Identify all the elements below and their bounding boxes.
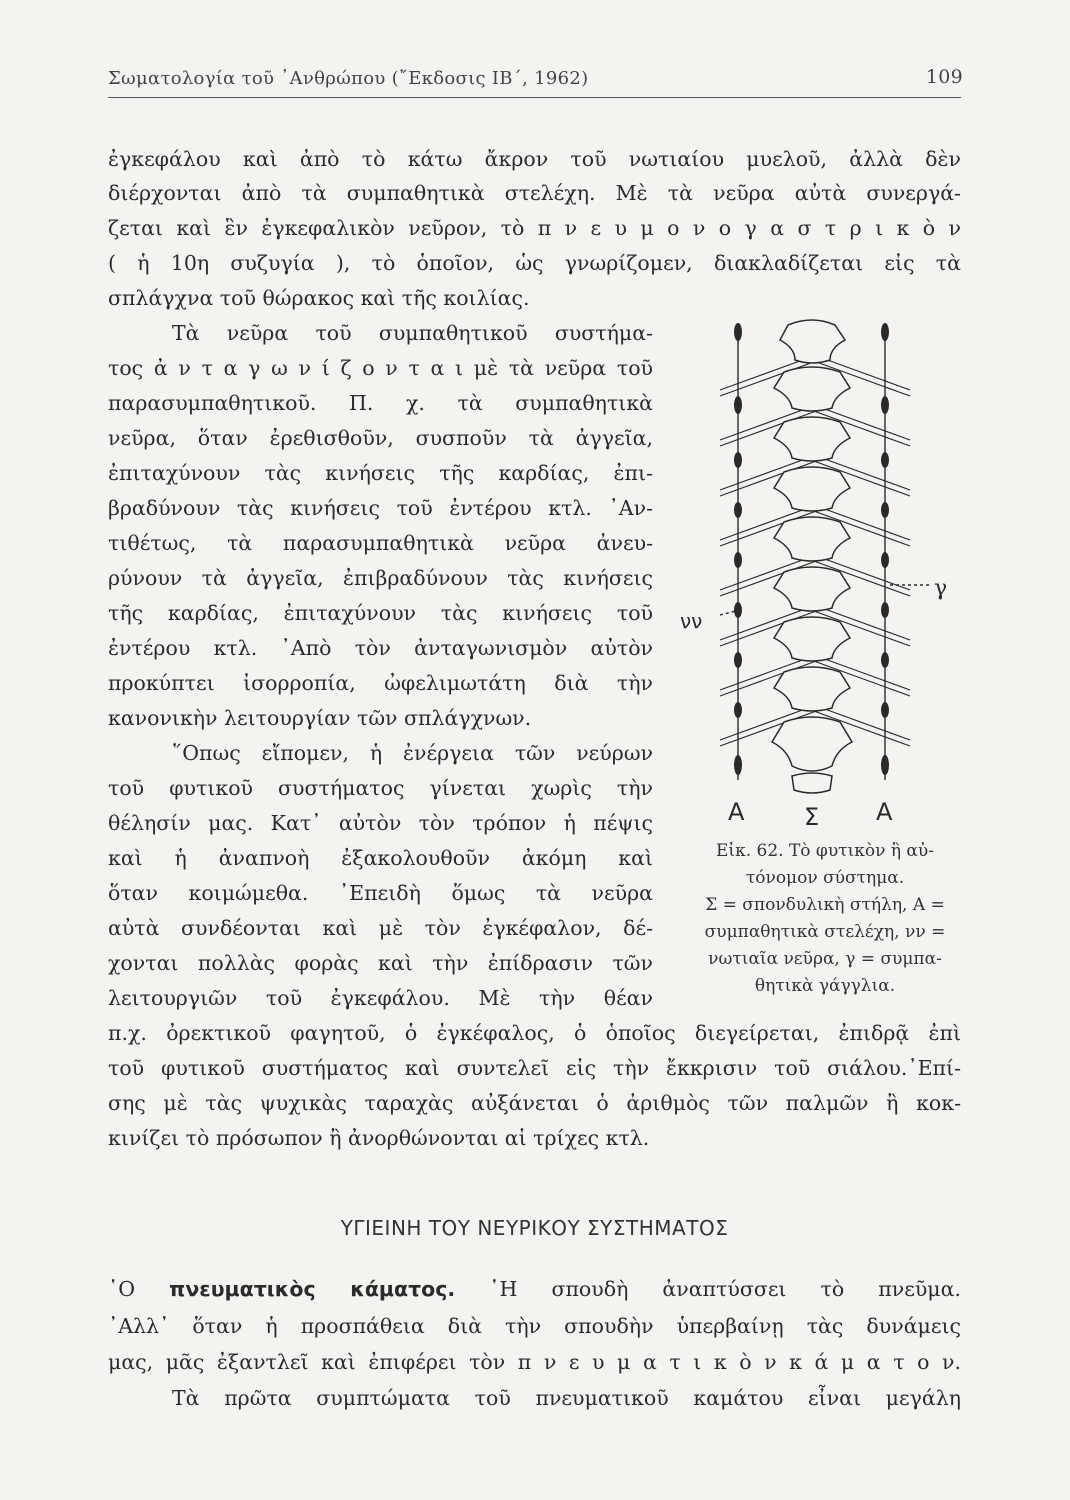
caption-line: τόνομον σύστημα. <box>745 868 905 888</box>
text-line: σης μὲ τὰς ψυχικὰς ταραχὰς αὐξάνεται ὁ ἀριθμὸς τῶν παλμῶν ἢ κοκ- <box>108 1091 961 1115</box>
text-line: κανονικὴν λειτουργίαν τῶν σπλάγχνων. <box>108 706 532 730</box>
label-gamma: γ <box>934 576 948 601</box>
label-A-right: Α <box>876 798 893 826</box>
text-line: ρύνουν τὰ ἀγγεῖα, ἐπιβραδύνουν τὰς κινήσεις <box>108 566 653 590</box>
text-line: τιθέτως, τὰ παρασυμπαθητικὰ νεῦρα ἀνευ- <box>108 531 653 555</box>
text-line: θέλησίν μας. Κατ᾿ αὐτὸν τὸν τρόπον ἡ πέψις <box>108 811 653 835</box>
page-number: 109 <box>925 66 963 88</box>
text-line: προκύπτει ἰσορροπία, ὠφελιμωτάτη διὰ τὴν <box>108 671 653 695</box>
vertebral-column <box>772 320 852 793</box>
text-line: αὐτὰ συνδέονται καὶ μὲ τὸν ἐγκέφαλον, δέ- <box>108 916 653 940</box>
label-nu-nu: νν <box>680 609 703 633</box>
caption-line: νωτιαῖα νεῦρα, γ = συμπα- <box>708 949 942 969</box>
caption-line: θητικὰ γάγγλια. <box>754 976 896 996</box>
section-line-rest: ῾Η σπουδὴ ἀναπτύσσει τὸ πνεῦμα. <box>489 1277 961 1301</box>
header-rule <box>108 97 961 98</box>
caption-line: Σ = σπονδυλικὴ στήλη, Α = <box>705 895 945 915</box>
text-line: τος ἀ ν τ α γ ω ν ί ζ ο ν τ α ι μὲ τὰ νεῦρα τοῦ <box>108 356 653 380</box>
text-line: βραδύνουν τὰς κινήσεις τοῦ ἐντέρου κτλ. ᾿Αν- <box>108 496 653 520</box>
text-line: ἐγκεφάλου καὶ ἀπὸ τὸ κάτω ἄκρον τοῦ νωτιαίου μυελοῦ, ἀλλὰ δὲν <box>108 147 961 171</box>
text-line: σπλάγχνα τοῦ θώρακος καὶ τῆς κοιλίας. <box>108 286 530 310</box>
text-line: νεῦρα, ὅταν ἐρεθισθοῦν, συσποῦν τὰ ἀγγεῖα, <box>108 426 653 450</box>
figure-caption <box>675 838 975 1000</box>
text-line: ῞Οπως εἴπομεν, ἡ ἐνέργεια τῶν νεύρων <box>172 741 653 765</box>
section-lead-bold: πνευματικὸς κάματος. <box>169 1277 456 1301</box>
caption-line: Εἰκ. 62. Τὸ φυτικὸν ἢ αὐ- <box>716 841 934 861</box>
text-line: χονται πολλὰς φορὰς καὶ τὴν ἐπίδρασιν τῶν <box>108 951 653 975</box>
section-heading: ΥΓΙΕΙΝΗ ΤΟΥ ΝΕΥΡΙΚΟΥ ΣΥΣΤΗΜΑΤΟΣ <box>340 1216 729 1240</box>
text-line: Τὰ πρῶτα συμπτώματα τοῦ πνευματικοῦ καμάτου εἶναι μεγάλη <box>172 1386 961 1410</box>
text-line: ἐπιταχύνουν τὰς κινήσεις τῆς καρδίας, ἐπι- <box>108 461 653 485</box>
caption-line: συμπαθητικὰ στελέχη, νν = <box>704 922 946 942</box>
text-line: τῆς καρδίας, ἐπιταχύνουν τὰς κινήσεις τοῦ <box>108 601 653 625</box>
label-A-left: Α <box>728 798 745 826</box>
text-line: ζεται καὶ ἓν ἐγκεφαλικὸν νεῦρον, τὸ π ν ε υ μ ο ν ο γ α σ τ ρ ι κ ὸ ν <box>108 216 961 240</box>
running-head <box>108 64 963 94</box>
text-line: τοῦ φυτικοῦ συστήματος καὶ συντελεῖ εἰς τὴν ἔκκρισιν τοῦ σιάλου.᾿Επί- <box>108 1056 961 1080</box>
label-Sigma: Σ <box>804 803 820 831</box>
text-line: ( ἡ 10η συζυγία ), τὸ ὁποῖον, ὡς γνωρίζομεν, διακλαδίζεται εἰς τὰ <box>108 251 961 275</box>
text-line: καὶ ἡ ἀναπνοὴ ἐξακολουθοῦν ἀκόμη καὶ <box>108 846 653 870</box>
text-line: π.χ. ὀρεκτικοῦ φαγητοῦ, ὁ ἐγκέφαλος, ὁ ὁποῖος διεγείρεται, ἐπιδρᾷ ἐπὶ <box>108 1021 961 1045</box>
text-line: ᾿Αλλ᾿ ὅταν ἡ προσπάθεια διὰ τὴν σπουδὴν ὑπερβαίνῃ τὰς δυνάμεις <box>108 1314 961 1338</box>
text-line: κινίζει τὸ πρόσωπον ἢ ἀνορθώνονται αἱ τρίχες κτλ. <box>108 1126 650 1150</box>
text-line: λειτουργιῶν τοῦ ἐγκεφάλου. Μὲ τὴν θέαν <box>108 986 653 1010</box>
text-line: τοῦ φυτικοῦ συστήματος γίνεται χωρὶς τὴν <box>108 776 653 800</box>
lead-article: ῾Ο <box>108 1277 136 1301</box>
autonomic-system-figure <box>680 310 970 840</box>
running-head-title: Σωματολογία τοῦ ᾿Ανθρώπου (῎Εκδοσις ΙΒ΄, 1962) <box>108 68 589 89</box>
text-line: ἐντέρου κτλ. ᾿Απὸ τὸν ἀνταγωνισμὸν αὐτὸν <box>108 636 653 660</box>
text-line: παρασυμπαθητικοῦ. Π. χ. τὰ συμπαθητικὰ <box>108 391 653 415</box>
section-first-line <box>108 1272 961 1306</box>
text-line: Τὰ νεῦρα τοῦ συμπαθητικοῦ συστήμα- <box>172 321 653 345</box>
text-line: ὅταν κοιμώμεθα. ᾿Επειδὴ ὅμως τὰ νεῦρα <box>108 881 653 905</box>
text-line: μας, μᾶς ἐξαντλεῖ καὶ ἐπιφέρει τὸν π ν ε υ μ α τ ι κ ὸ ν κ ά μ α τ ο ν. <box>108 1350 961 1374</box>
text-line: διέρχονται ἀπὸ τὰ συμπαθητικὰ στελέχη. Μὲ τὰ νεῦρα αὐτὰ συνεργά- <box>108 181 961 205</box>
